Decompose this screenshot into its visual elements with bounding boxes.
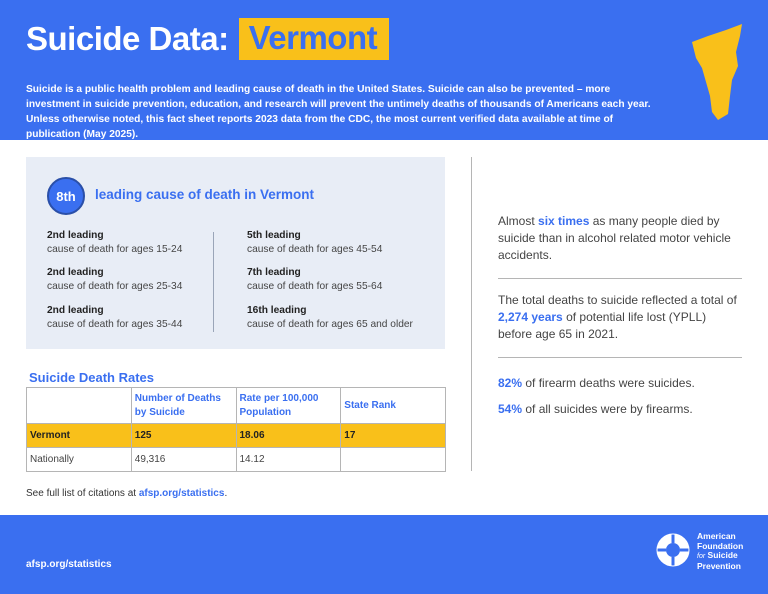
- leading-item-ages: cause of death for ages 65 and older: [247, 319, 413, 330]
- footer-banner: [0, 515, 768, 594]
- table-header-cell: [27, 388, 132, 424]
- table-cell: Vermont: [27, 424, 132, 448]
- stat-firearm-suicides: [498, 375, 740, 392]
- leading-item-rank: 2nd leading: [47, 305, 104, 316]
- leading-item-ages: cause of death for ages 55-64: [247, 281, 383, 292]
- table-header-cell: Rate per 100,000 Population: [236, 388, 341, 424]
- leading-item-rank: 2nd leading: [47, 267, 104, 278]
- stat-text: as many people died by suicide than in alcohol related motor vehicle accidents.: [498, 214, 731, 262]
- stat-highlight: 2,274 years: [498, 310, 563, 324]
- footer-link[interactable]: afsp.org/statistics: [26, 559, 112, 570]
- table-cell: 17: [341, 424, 446, 448]
- stat-highlight: 82%: [498, 376, 523, 390]
- table-cell: 14.12: [236, 448, 341, 472]
- leading-item: [247, 266, 382, 294]
- panel-divider: [213, 232, 214, 332]
- table-cell: [341, 448, 446, 472]
- logo-line-part: Suicide: [707, 550, 738, 560]
- table-header-cell: State Rank: [341, 388, 446, 424]
- rates-table: [26, 387, 446, 472]
- leading-item: [47, 304, 182, 332]
- stat-text: of potential life lost (YPLL) before age 65 in 2021.: [498, 310, 707, 341]
- header-banner: [0, 0, 768, 140]
- vermont-state-shape-icon: [688, 22, 744, 122]
- citation-prefix: See full list of citations at: [26, 488, 137, 499]
- leading-item: [247, 304, 413, 332]
- leading-item-ages: cause of death for ages 25-34: [47, 281, 183, 292]
- stat-suicides-by-firearm: [498, 401, 740, 418]
- rank-badge-value: 8th: [56, 188, 76, 204]
- stat-text: of firearm deaths were suicides.: [525, 376, 695, 390]
- page-title: Suicide Data:: [26, 20, 229, 57]
- stat-text: Almost: [498, 214, 535, 228]
- leading-item: [247, 229, 382, 257]
- leading-item-rank: 2nd leading: [47, 230, 104, 241]
- table-cell: 125: [131, 424, 236, 448]
- logo-for: for: [697, 553, 706, 560]
- stat-ypll: [498, 292, 740, 343]
- table-row: [27, 448, 446, 472]
- state-name: Vermont: [248, 19, 378, 56]
- logo-line: Prevention: [697, 560, 741, 571]
- table-cell: Nationally: [27, 448, 132, 472]
- afsp-lifebuoy-logo-icon: [655, 532, 691, 568]
- table-row: [27, 424, 446, 448]
- leading-cause-heading: leading cause of death in Vermont: [95, 187, 315, 202]
- table-cell: 49,316: [131, 448, 236, 472]
- stat-text: of all suicides were by firearms.: [525, 402, 693, 416]
- column-divider: [471, 157, 472, 471]
- table-cell: 18.06: [236, 424, 341, 448]
- table-header-cell: Number of Deaths by Suicide: [131, 388, 236, 424]
- leading-item-ages: cause of death for ages 15-24: [47, 244, 183, 255]
- leading-item-rank: 7th leading: [247, 267, 301, 278]
- leading-item-ages: cause of death for ages 45-54: [247, 244, 383, 255]
- leading-item-rank: 5th leading: [247, 230, 301, 241]
- leading-item: [47, 266, 182, 294]
- citation-suffix: .: [224, 488, 228, 499]
- rank-badge: [47, 177, 85, 215]
- citation-note: [26, 488, 227, 499]
- stat-highlight: 54%: [498, 402, 523, 416]
- stat-motor-vehicle: [498, 213, 740, 264]
- stat-text: The total deaths to suicide reflected a total of: [498, 293, 737, 307]
- state-name-box: [239, 18, 390, 60]
- logo-line: American: [697, 531, 736, 541]
- afsp-logo-text: [697, 532, 743, 571]
- stat-highlight: six times: [538, 214, 590, 228]
- leading-item-ages: cause of death for ages 35-44: [47, 319, 183, 330]
- citation-link[interactable]: afsp.org/statistics: [138, 488, 225, 499]
- leading-item: [47, 229, 182, 257]
- intro-text: Suicide is a public health problem and leading cause of death in the United States. Suicide can also be prevented – more investment in suicide prevention, education, and research will prevent the untimely deaths of thousands of Americans each year. Unless otherwise noted, this fact sheet reports 2023 data from the CDC, the most current verified data available at time of publication (May 2025).: [26, 84, 651, 140]
- table-header-row: [27, 388, 446, 424]
- stat-divider: [498, 278, 742, 279]
- rates-title: Suicide Death Rates: [29, 370, 154, 385]
- title-row: [26, 18, 389, 60]
- logo-line: [697, 551, 743, 562]
- stat-divider: [498, 357, 742, 358]
- logo-line: Foundation: [697, 540, 744, 551]
- leading-item-rank: 16th leading: [247, 305, 307, 316]
